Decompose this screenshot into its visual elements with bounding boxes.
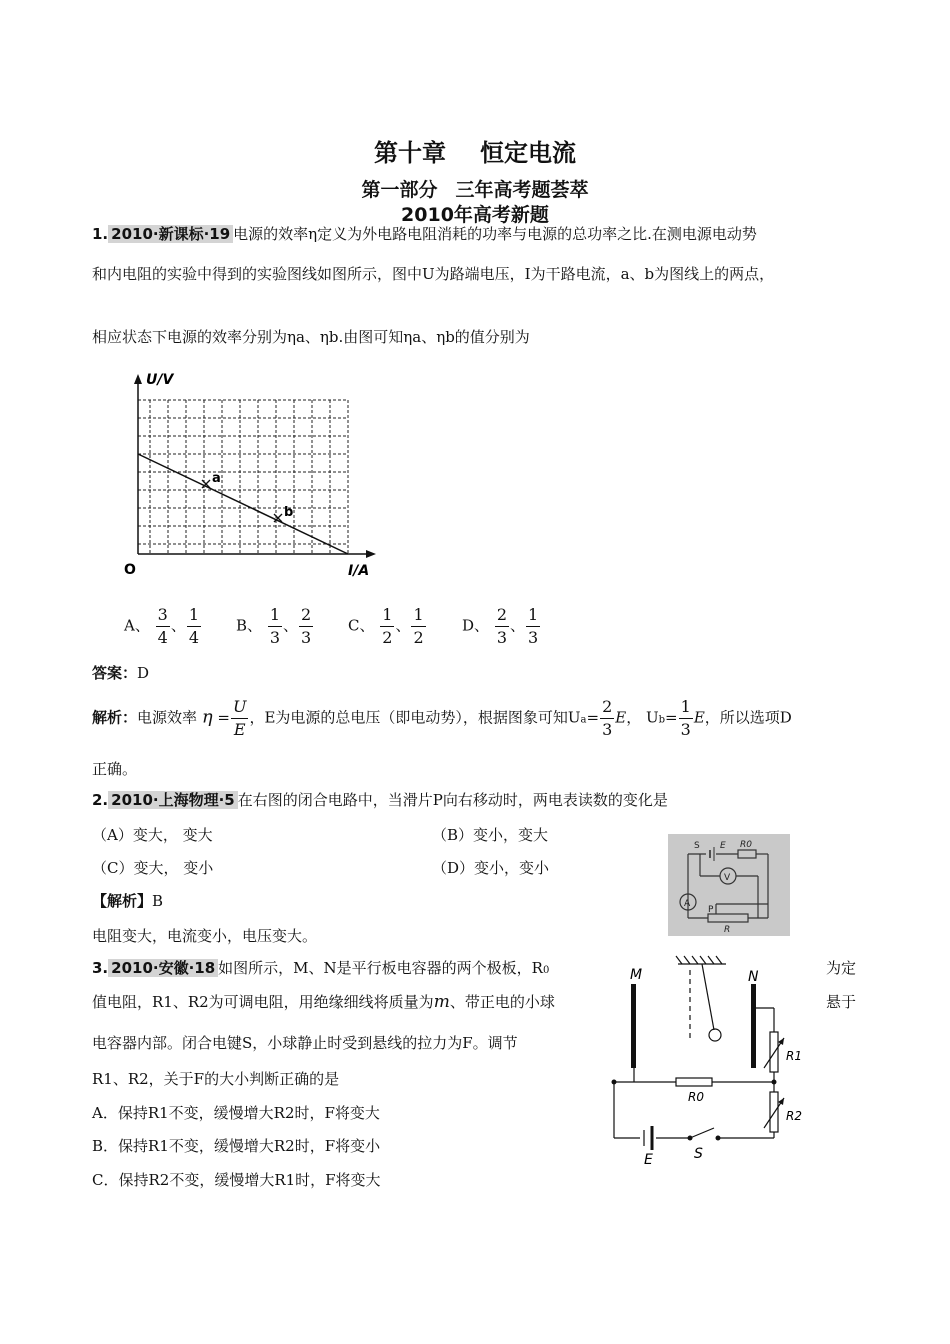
fraction: $\frac{1}{2}$ [413, 605, 424, 647]
chapter-title [0, 133, 950, 168]
point-b-label: b [284, 505, 294, 520]
q2-option-d[interactable]: （D）变小，变小 [432, 859, 550, 877]
q1-text-line1: 电源的效率η定义为外电路电阻消耗的功率与电源的总功率之比.在测电源电动势 [233, 225, 757, 243]
mass-symbol: m [433, 992, 450, 1012]
circuit-s-label: S [694, 841, 700, 851]
q1-text-line3: 相应状态下电源的效率分别为ηa、ηb.由图可知ηa、ηb的值分别为 [92, 328, 530, 346]
chapter-number: 第十章 [374, 139, 446, 167]
fraction: $\frac{1}{3}$ [528, 605, 539, 647]
q1-ui-graph [118, 368, 388, 583]
section-title: 2010年高考新题 [401, 204, 549, 226]
analysis-text-2: ，E为电源的总电压（即电动势），根据图象可知U [249, 708, 581, 727]
fraction: $\frac{2}{3}$ [301, 605, 312, 647]
ua-fraction: $\frac{2}{3}$ [602, 697, 613, 739]
fraction: $\frac{3}{4}$ [157, 605, 168, 647]
answer-label: 答案： [92, 664, 138, 682]
r2-label: R2 [786, 1109, 802, 1123]
q3-line1-end: 为定 [826, 959, 857, 977]
solution-label: 【解析】 [92, 892, 153, 910]
circuit-e-label: E [720, 841, 726, 851]
q3-line1: 3. 2010·安徽·18 如图所示，M、N是平行板电容器的两个极板，R0 [92, 959, 550, 977]
fraction: $\frac{1}{2}$ [382, 605, 393, 647]
chapter-name: 恒定电流 [480, 139, 576, 167]
q3-line4: R1、R2，关于F的大小判断正确的是 [92, 1070, 340, 1088]
q1-text-line2: 和内电阻的实验中得到的实验图线如图所示，图中U为路端电压，I为干路电流，a、b为图线上的两点， [92, 265, 775, 283]
ammeter-label: A [684, 899, 691, 909]
plate-m [631, 984, 636, 1068]
point-a-label: a [212, 471, 221, 486]
q2-circuit-figure [668, 834, 790, 936]
q1-answer [92, 663, 149, 683]
q1-number: 1. [92, 225, 109, 243]
q2-option-c[interactable]: （C）变大， 变小 [92, 859, 214, 877]
analysis-text-1: 电源效率 [137, 708, 198, 727]
efficiency-formula: $\frac{U}{E}$ [232, 697, 247, 739]
option-letter: B、 [236, 616, 263, 635]
option-letter: A、 [124, 616, 150, 635]
q3-line2 [92, 992, 555, 1012]
q2-solution-text: 电阻变大，电流变小，电压变大。 [92, 927, 318, 945]
q3-option-a[interactable]: A．保持R1不变，缓慢增大R2时，F将变大 [92, 1104, 380, 1122]
q1-option-b[interactable]: B、 $\frac{1}{3}$ 、 $\frac{2}{3}$ [236, 605, 312, 647]
plate-m-label: M [630, 967, 643, 983]
q1-line1 [92, 224, 757, 244]
q2-source-tag: 2010·上海物理·5 [108, 791, 238, 809]
q3-text-line1: 如图所示，M、N是平行板电容器的两个极板，R [218, 959, 543, 977]
q3-option-c[interactable]: C．保持R2不变，缓慢增大R1时，F将变大 [92, 1171, 381, 1189]
option-letter: D、 [462, 616, 490, 635]
plate-n [751, 984, 756, 1068]
y-axis-label: U/V [146, 372, 174, 388]
q1-source-tag: 2010·新课标·19 [108, 225, 233, 243]
option-letter: C、 [348, 616, 375, 635]
r1-label: R1 [786, 1049, 802, 1063]
origin-label: O [124, 562, 136, 578]
q1-analysis-end: 正确。 [92, 760, 138, 778]
analysis-text-3: ，所以选项D [704, 708, 792, 727]
q2-stem [92, 790, 668, 810]
fraction: $\frac{1}{4}$ [188, 605, 200, 647]
u-i-line [138, 454, 348, 554]
battery-e-label: E [644, 1152, 653, 1168]
answer-value: D [137, 664, 150, 682]
voltmeter-label: V [724, 873, 731, 883]
r0-label: R0 [688, 1090, 704, 1104]
part-name: 三年高考题荟萃 [455, 179, 589, 201]
part-title [0, 175, 950, 202]
q3-line3: 电容器内部。闭合电键S，小球静止时受到悬线的拉力为F。调节 [92, 1034, 518, 1052]
q3-capacitor-figure [600, 948, 810, 1170]
q3-number: 3. [92, 959, 109, 977]
q3-text-line2b: 、带正电的小球 [449, 993, 555, 1011]
solution-value: B [152, 892, 164, 910]
analysis-label: 解析： [92, 708, 138, 727]
q2-text: 在右图的闭合电路中，当滑片P向右移动时，两电表读数的变化是 [237, 791, 668, 809]
q2-number: 2. [92, 791, 109, 809]
q3-source-tag: 2010·安徽·18 [108, 959, 218, 977]
q2-option-b[interactable]: （B）变小，变大 [432, 826, 549, 844]
fraction: $\frac{1}{3}$ [269, 605, 280, 647]
q1-analysis: 解析：电源效率 η = $\frac{U}{E}$ ，E为电源的总电压（即电动势），根据图象可知Ua= $\frac{2}{3}$ E， Ub= $\frac{1}{3}$ E，所以选项D [92, 697, 792, 739]
q1-option-d[interactable]: D、 $\frac{2}{3}$ 、 $\frac{1}{3}$ [462, 605, 539, 647]
circuit-r0-label: R0 [740, 840, 752, 850]
fraction: $\frac{2}{3}$ [496, 605, 507, 647]
q3-text-line2: 值电阻，R1、R2为可调电阻，用绝缘细线将质量为 [92, 993, 434, 1011]
part-number: 第一部分 [361, 179, 438, 201]
x-axis-label: I/A [348, 563, 370, 579]
q3-option-b[interactable]: B．保持R1不变，缓慢增大R2时，F将变小 [92, 1137, 381, 1155]
switch-s-label: S [694, 1146, 703, 1162]
rheostat-label: R [724, 925, 731, 935]
plate-n-label: N [748, 969, 759, 985]
ub-fraction: $\frac{1}{3}$ [680, 697, 691, 739]
slider-p-label: P [708, 905, 714, 915]
q2-solution [92, 891, 163, 911]
q1-option-c[interactable]: C、 $\frac{1}{2}$ 、 $\frac{1}{2}$ [348, 605, 424, 647]
q2-option-a[interactable]: （A）变大， 变大 [92, 826, 213, 844]
q1-option-a[interactable]: A、 $\frac{3}{4}$ 、 $\frac{1}{4}$ [124, 605, 200, 647]
q3-line2-end: 悬于 [826, 993, 857, 1011]
